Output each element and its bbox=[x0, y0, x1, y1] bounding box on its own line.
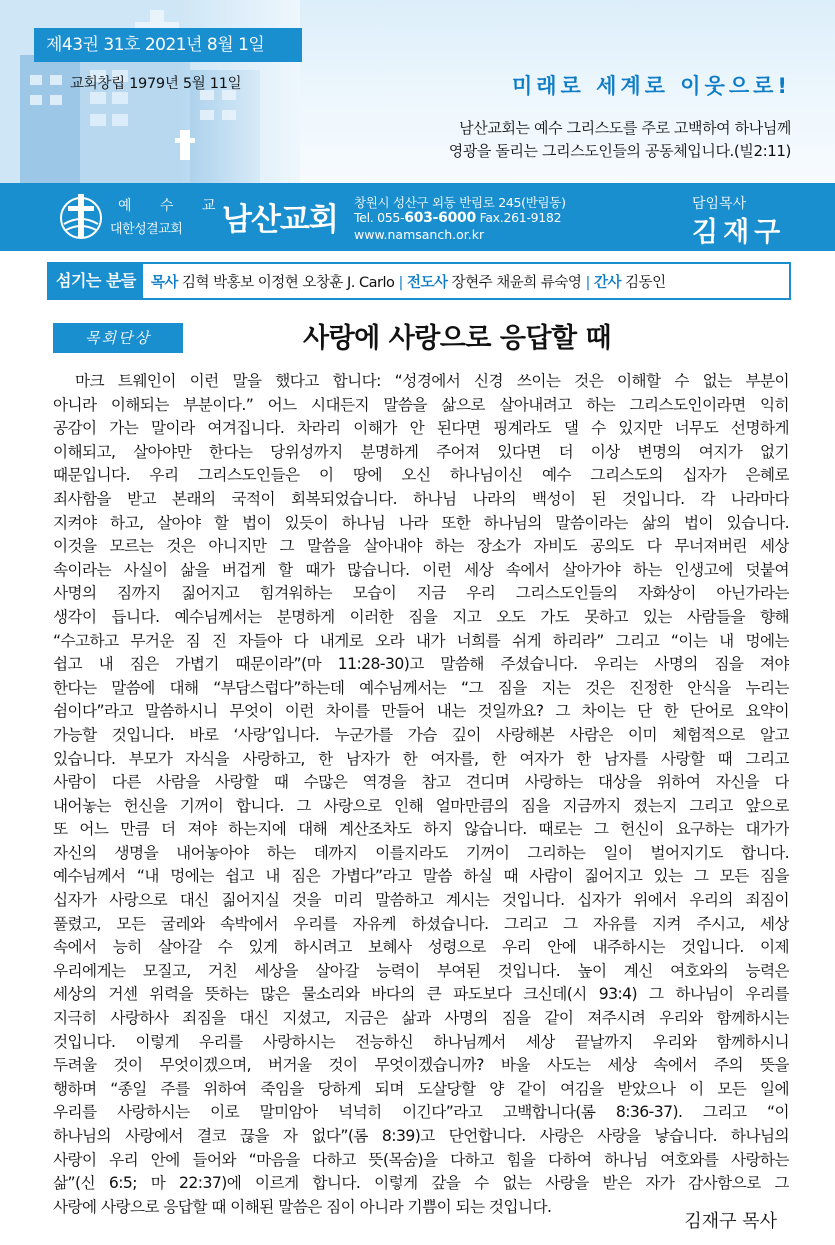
article-line: 행하며 “종일 주를 위하여 죽임을 당하게 되며 도살당할 양 같이 여김을 받았으나 이 모든 일에 bbox=[53, 1079, 789, 1098]
column-tag: 목회단상 bbox=[53, 323, 183, 353]
church-website-link[interactable]: www.namsanch.or.kr bbox=[354, 227, 485, 242]
article-line: 지켜야 하고, 살아야 할 법이 있듯이 하나님 나라 또한 하나님의 말씀이라는 삶의 법이 있습니다. bbox=[53, 513, 789, 532]
masthead bbox=[0, 0, 835, 183]
staff-list bbox=[143, 271, 666, 292]
issue-info: 제43권 31호 2021년 8월 1일 bbox=[34, 28, 302, 62]
founding-date: 교회창립 1979년 5월 11일 bbox=[70, 76, 242, 92]
article-line: 두려울 것이 무엇이겠으며, 버거울 것이 무엇이겠습니까? 바울 사도는 세상 속에서 주의 뜻을 bbox=[53, 1056, 789, 1075]
secretary-role: 간사 bbox=[594, 274, 622, 291]
article-line: 사람이 다른 사람을 사랑할 때 수많은 역경을 참고 견디며 사랑하는 대상을 위하여 자신을 다 bbox=[53, 773, 789, 792]
article-line: 공감이 가는 말이라 여겨집니다. 차라리 이해가 안 된다면 핑계라도 댈 수 있지만 너무도 선명하게 bbox=[53, 419, 789, 438]
article-line: 삶”(신 6:5; 마 22:37)에 이르게 합니다. 이렇게 갚을 수 없는 사랑을 받은 자가 감사함으로 그 bbox=[53, 1174, 789, 1193]
article-line: 십자가 사랑으로 대신 짊어지실 것을 미리 말씀하고 계시는 것입니다. 십자가 위에서 우리의 죄짐이 bbox=[53, 891, 789, 910]
staff-label: 섬기는 분들 bbox=[49, 264, 143, 298]
article-line: 또 어느 만큼 더 져야 하는지에 대해 계산조차도 하지 않습니다. 때로는 그 헌신이 요구하는 대가가 bbox=[53, 820, 789, 839]
article-line: “수고하고 무거운 짐 진 자들아 다 내게로 오라 내가 너희를 쉬게 하리라” 그리고 “이는 내 멍에는 bbox=[53, 631, 789, 650]
article-title: 사랑에 사랑으로 응답할 때 bbox=[303, 323, 612, 354]
mission-line: 영광을 돌리는 그리스도인들의 공동체입니다.(빌2:11) bbox=[448, 142, 791, 160]
separator: | bbox=[398, 274, 403, 291]
article-line: 사랑에 사랑으로 응답할 때 이해된 말씀은 짐이 아니라 기쁨이 되는 것입니다. bbox=[53, 1197, 552, 1216]
tel-prefix: Tel. 055- bbox=[354, 210, 405, 225]
mission-line: 남산교회는 예수 그리스도를 주로 고백하여 하나님께 bbox=[459, 119, 791, 137]
article-line: 우리를 사랑하시는 이로 말미암아 넉넉히 이긴다”라고 고백합니다(롬 8:36-37). 그리고 “이 bbox=[53, 1103, 789, 1122]
evangelists-names: 장현주 채윤희 류숙영 bbox=[451, 274, 582, 291]
mission-statement bbox=[361, 117, 791, 163]
article-line: 생각이 듭니다. 예수님께서는 분명하게 이러한 짐을 지고 오도 가도 못하고 있는 사람들을 향해 bbox=[53, 607, 789, 626]
article-line: 풀렸고, 모든 굴레와 속박에서 우리를 자유케 하셨습니다. 그리고 그 자유를 지켜 주시고, 세상 bbox=[53, 914, 789, 933]
article-line: 쉼이다”라고 말씀하시니 무엇이 이런 차이를 만들어 내는 것일까요? 그 차이는 단 한 단어로 요약이 bbox=[53, 702, 789, 721]
article-line: 우리에게는 모질고, 거친 세상을 살아갈 능력이 부여된 것입니다. 높이 계신 여호와의 능력은 bbox=[53, 961, 789, 980]
church-slogan: 미래로 세계로 이웃으로! bbox=[511, 74, 791, 98]
pastors-names: 김혁 박홍보 이정현 오창훈 J. Carlo bbox=[181, 274, 395, 291]
article-line: 사명의 짐까지 짊어지고 힘겨워하는 모습이 지금 우리 그리스도인들의 자화상이 아닌가라는 bbox=[53, 584, 789, 603]
article-line: 자신의 생명을 내어놓아야 하는 데까지 이를지라도 기꺼이 그리하는 일이 벌어지기도 합니다. bbox=[53, 843, 789, 862]
church-phone bbox=[354, 210, 561, 226]
evangelists-role: 전도사 bbox=[406, 274, 448, 291]
separator: | bbox=[585, 274, 590, 291]
article-line: 이해되고, 살아야만 한다는 당위성까지 분명하게 주어져 있다면 더 이상 변명의 여지가 없기 bbox=[53, 442, 789, 461]
senior-pastor-label: 담임목사 bbox=[692, 196, 747, 212]
church-address: 창원시 성산구 외동 반림로 245(반림동) bbox=[354, 195, 566, 210]
article-line: 하나님의 사랑에서 결코 끊을 자 없다”(롬 8:39)고 단언합니다. 사랑은 사랑을 낳습니다. 하나님의 bbox=[53, 1127, 789, 1145]
article-line: 것입니다. 이렇게 우리를 사랑하시는 전능하신 하나님께서 세상 끝날까지 우리와 함께하시니 bbox=[53, 1032, 789, 1051]
secretary-name: 김동인 bbox=[625, 274, 666, 291]
article-line: 아니라 이해되는 부분이다.” 어느 시대든지 말씀을 삶으로 살아내려고 하는 그리스도인이라면 익히 bbox=[53, 395, 789, 414]
article-line: 이것을 모르는 것은 아니지만 그 말씀을 살아내야 하는 장소가 자비도 공의도 다 무너져버린 세상 bbox=[53, 537, 789, 556]
article-line: 마크 트웨인이 이런 말을 했다고 합니다: “성경에서 신경 쓰이는 것은 이해할 수 없는 부분이 bbox=[75, 372, 789, 390]
article-line: 가능할 것입니다. 바로 ‘사랑’입니다. 누군가를 가슴 깊이 사랑해본 사람은 이미 체험적으로 알고 bbox=[53, 725, 789, 744]
article-line: 속이라는 사실이 삶을 버겁게 할 때가 많습니다. 이런 세상 속에서 살아가야 하는 인생고에 덧붙여 bbox=[53, 560, 789, 579]
article-line: 지극히 사랑하사 죄짐을 대신 지셨고, 지금은 삶과 사명의 짐을 같이 져주시려 우리와 함께하시는 bbox=[53, 1009, 789, 1028]
article-line: 한다는 말씀에 대해 “부담스럽다”하는데 예수님께서는 “그 짐을 지는 것은 진정한 안식을 누리는 bbox=[53, 678, 789, 697]
fax-number: Fax.261-9182 bbox=[475, 210, 562, 225]
article-line: 사랑이 우리 안에 들어와 “마음을 다하고 뜻(목숨)을 다하고 힘을 다하여 하나님 여호와를 사랑하는 bbox=[53, 1150, 789, 1169]
article-line: 때문입니다. 우리 그리스도인들은 이 땅에 오신 하나님이신 예수 그리스도의 십자가 은혜로 bbox=[53, 466, 789, 485]
senior-pastor-name: 김재구 bbox=[692, 217, 786, 248]
article-line: 세상의 거센 위력을 뜻하는 많은 물소리와 바다의 큰 파도보다 크신데(시 93:4) 그 하나님이 우리를 bbox=[53, 985, 789, 1004]
denomination-top: 예 수 교 bbox=[118, 198, 228, 214]
article-line: 쉽고 내 짐은 가볍기 때문이라”(마 11:28-30)고 말씀해 주셨습니다. 우리는 사명의 짐을 져야 bbox=[53, 655, 789, 674]
pastors-role: 목사 bbox=[150, 274, 178, 291]
article-line: 속에서 능히 살아갈 수 있게 하시려고 보혜사 성령으로 우리 안에 내주하시는 것입니다. 이제 bbox=[53, 938, 789, 957]
church-logo-icon bbox=[58, 190, 104, 242]
denomination-bottom: 대한성결교회 bbox=[110, 222, 183, 237]
article-line: 죄사함을 받고 본래의 국적이 회복되었습니다. 하나님 나라의 백성이 된 것입니다. 각 나라마다 bbox=[53, 489, 789, 508]
tel-number: 603-6000 bbox=[404, 210, 476, 226]
article-line: 내어놓는 헌신을 기꺼이 합니다. 그 사랑으로 인해 얼마만큼의 짐을 지금까지 졌는지 그리고 앞으로 bbox=[53, 796, 789, 815]
church-name: 남산교회 bbox=[222, 202, 338, 238]
article-body bbox=[53, 370, 789, 1219]
article-line: 있습니다. 부모가 자식을 사랑하고, 한 남자가 한 여자를, 한 여자가 한 남자를 사랑할 때 그리고 bbox=[53, 749, 789, 768]
article-author: 김재구 목사 bbox=[684, 1211, 777, 1232]
staff-row bbox=[47, 262, 791, 300]
article-line: 예수님께서 “내 멍에는 쉽고 내 짐은 가볍다”라고 말씀 하실 때 사람이 짊어지고 있는 그 모든 짐을 bbox=[53, 867, 789, 886]
